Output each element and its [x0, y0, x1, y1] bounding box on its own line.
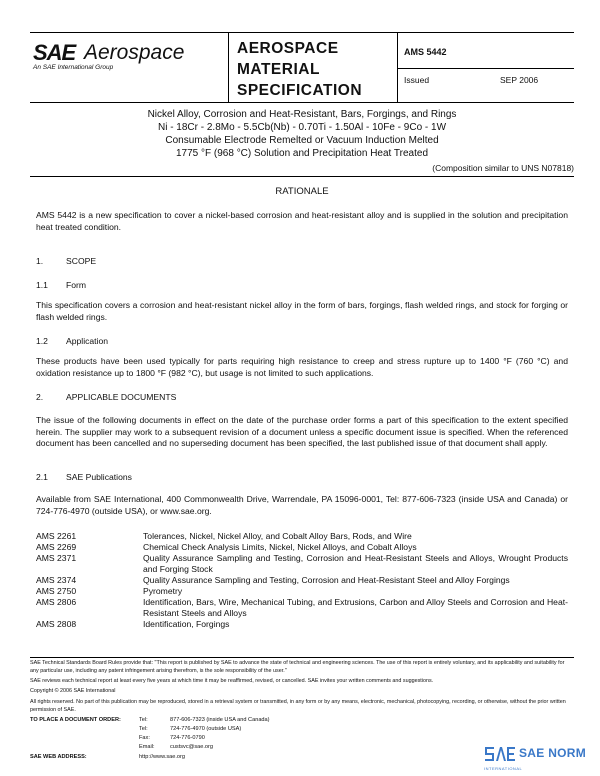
spec-number: AMS 5442 — [404, 47, 447, 57]
section-number: 1. — [36, 256, 44, 266]
contact-value: 724-776-4970 (outside USA) — [170, 726, 242, 732]
header-divider — [228, 32, 229, 102]
sae-logo-mark: SAE — [33, 40, 76, 65]
reference-title: Pyrometry — [143, 586, 183, 596]
reference-code: AMS 2374 — [36, 575, 77, 585]
sae-norm-watermark: SAE NORM — [519, 746, 587, 760]
spec-title-line-4: 1775 °F (968 °C) Solution and Precipitation Heat Treated — [175, 148, 429, 159]
application-text: These products have been used typically for parts requiring high resistance to creep and stress rupture up to 1400 °F (760 °C) and oxidation resistance up to 1800 °F (982 °C), but usage is not limited to such applications. — [36, 356, 568, 378]
reference-code: AMS 2261 — [36, 531, 77, 541]
reference-title: Identification, Forgings — [143, 619, 230, 629]
reference-title: Quality Assurance Sampling and Testing, Corrosion and Heat-Resistant Steels and Alloys, Wrought Products and Forging Stock — [143, 553, 568, 574]
aerospace-logo-text: Aerospace — [84, 41, 185, 64]
section-1-heading — [36, 256, 96, 266]
spec-header — [30, 32, 574, 102]
header-divider — [397, 32, 398, 102]
section-title: Application — [66, 336, 109, 346]
title-bottom-rule — [30, 176, 574, 177]
copyright-notice: Copyright © 2006 SAE International — [30, 688, 116, 694]
section-number: 2.1 — [36, 472, 48, 482]
composition-note: (Composition similar to UNS N07818) — [432, 163, 574, 173]
section-title: SCOPE — [66, 256, 97, 266]
web-label: SAE WEB ADDRESS: — [30, 754, 87, 760]
reference-code: AMS 2269 — [36, 542, 77, 552]
doc-type-line-3: SPECIFICATION — [237, 82, 363, 99]
contact-key: Tel: — [139, 726, 148, 732]
contact-value: 724-776-0790 — [170, 735, 205, 741]
issued-label: Issued — [404, 75, 430, 85]
spec-title-line-3: Consumable Electrode Remelted or Vacuum Induction Melted — [165, 135, 439, 146]
sae-board-notice: SAE Technical Standards Board Rules provide that: "This report is published by SAE to advance the state of technical and engineering sciences. The use of this report is entirely voluntary, and its applicability and suitability for any particular use, including any patent infringement arising therefrom, is the sole responsibility of the user." — [30, 660, 565, 674]
section-number: 2. — [36, 392, 44, 402]
contact-email-link[interactable]: custsvc@sae.org — [170, 744, 213, 750]
rationale-text: AMS 5442 is a new specification to cover a nickel-based corrosion and heat-resistant alloy and is supplied in the solution and precipitation heat treated condition. — [36, 210, 568, 232]
sae-publications-text: Available from SAE International, 400 Commonwealth Drive, Warrendale, PA 15096-0001, Tel: 877-606-7323 (inside USA and Canada) or 724-776-4970 (outside USA), or www.sae.org. — [36, 494, 568, 516]
section-number: 1.1 — [36, 280, 48, 290]
order-label: TO PLACE A DOCUMENT ORDER: — [30, 717, 121, 723]
applicable-documents-text: The issue of the following documents in effect on the date of the purchase order forms a part of this specification to the extent specified herein. The supplier may work to a subsequent revision of a document unless a specific document issue is specified. When the referenced document has been cancelled and no superseding document has been specified, the last published issue of that document shall apply. — [36, 415, 568, 448]
reference-code: AMS 2750 — [36, 586, 77, 596]
section-title: Form — [66, 280, 87, 290]
header-top-rule — [30, 32, 574, 33]
form-text: This specification covers a corrosion and heat-resistant nickel alloy in the form of bars, forgings, flash welded rings, and stock for forging or flash welded rings. — [36, 300, 568, 322]
spec-title-line-1: Nickel Alloy, Corrosion and Heat-Resistant, Bars, Forgings, and Rings — [147, 109, 457, 120]
doc-type-line-1: AEROSPACE — [237, 40, 339, 57]
reference-title: Chemical Check Analysis Limits, Nickel, Nickel Alloys, and Cobalt Alloys — [143, 542, 417, 552]
doc-type-line-2: MATERIAL — [237, 61, 320, 78]
section-title: APPLICABLE DOCUMENTS — [66, 392, 177, 402]
section-title: SAE Publications — [66, 472, 132, 482]
issued-date: SEP 2006 — [500, 75, 539, 85]
reference-code: AMS 2806 — [36, 597, 77, 607]
reference-code: AMS 2371 — [36, 553, 77, 563]
reference-title: Identification, Bars, Wire, Mechanical Tubing, and Extrusions, Carbon and Alloy Steels and Corrosion and Heat-Resistant Steels and Alloys — [143, 597, 568, 618]
footer-rule — [30, 657, 574, 658]
section-1-2-heading — [36, 336, 108, 346]
section-1-1-heading — [36, 280, 86, 290]
rights-notice: All rights reserved. No part of this publication may be reproduced, stored in a retrieval system or transmitted, in any form or by any means, electronic, mechanical, photocopying, recording, or otherwise, without the prior written permission of SAE. — [30, 699, 566, 713]
contact-key: Email: — [139, 744, 155, 750]
spec-title-line-2: Ni - 18Cr - 2.8Mo - 5.5Cb(Nb) - 0.70Ti - 1.50Al - 10Fe - 9Co - 1W — [157, 122, 447, 133]
sae-norm-subtext: INTERNATIONAL — [484, 766, 523, 771]
reference-title: Quality Assurance Sampling and Testing, Corrosion and Heat-Resistant Steel and Alloy Forgings — [143, 575, 510, 585]
web-address-link[interactable]: http://www.sae.org — [139, 754, 186, 760]
header-bottom-rule — [30, 102, 574, 103]
section-number: 1.2 — [36, 336, 48, 346]
section-2-heading — [36, 392, 176, 402]
contact-key: Fax: — [139, 735, 150, 741]
reference-code: AMS 2808 — [36, 619, 77, 629]
header-inner-rule — [397, 68, 574, 69]
sae-norm-logo-icon — [484, 744, 516, 764]
section-2-1-heading — [36, 472, 132, 482]
contact-value: 877-606-7323 (inside USA and Canada) — [170, 717, 270, 723]
logo-subtitle: An SAE International Group — [33, 64, 114, 71]
contact-key: Tel: — [139, 717, 148, 723]
reference-title: Tolerances, Nickel, Nickel Alloy, and Cobalt Alloy Bars, Rods, and Wire — [143, 531, 412, 541]
rationale-heading: RATIONALE — [275, 186, 329, 197]
review-notice: SAE reviews each technical report at least every five years at which time it may be reaffirmed, revised, or cancelled. SAE invites your written comments and suggestions. — [30, 678, 434, 684]
